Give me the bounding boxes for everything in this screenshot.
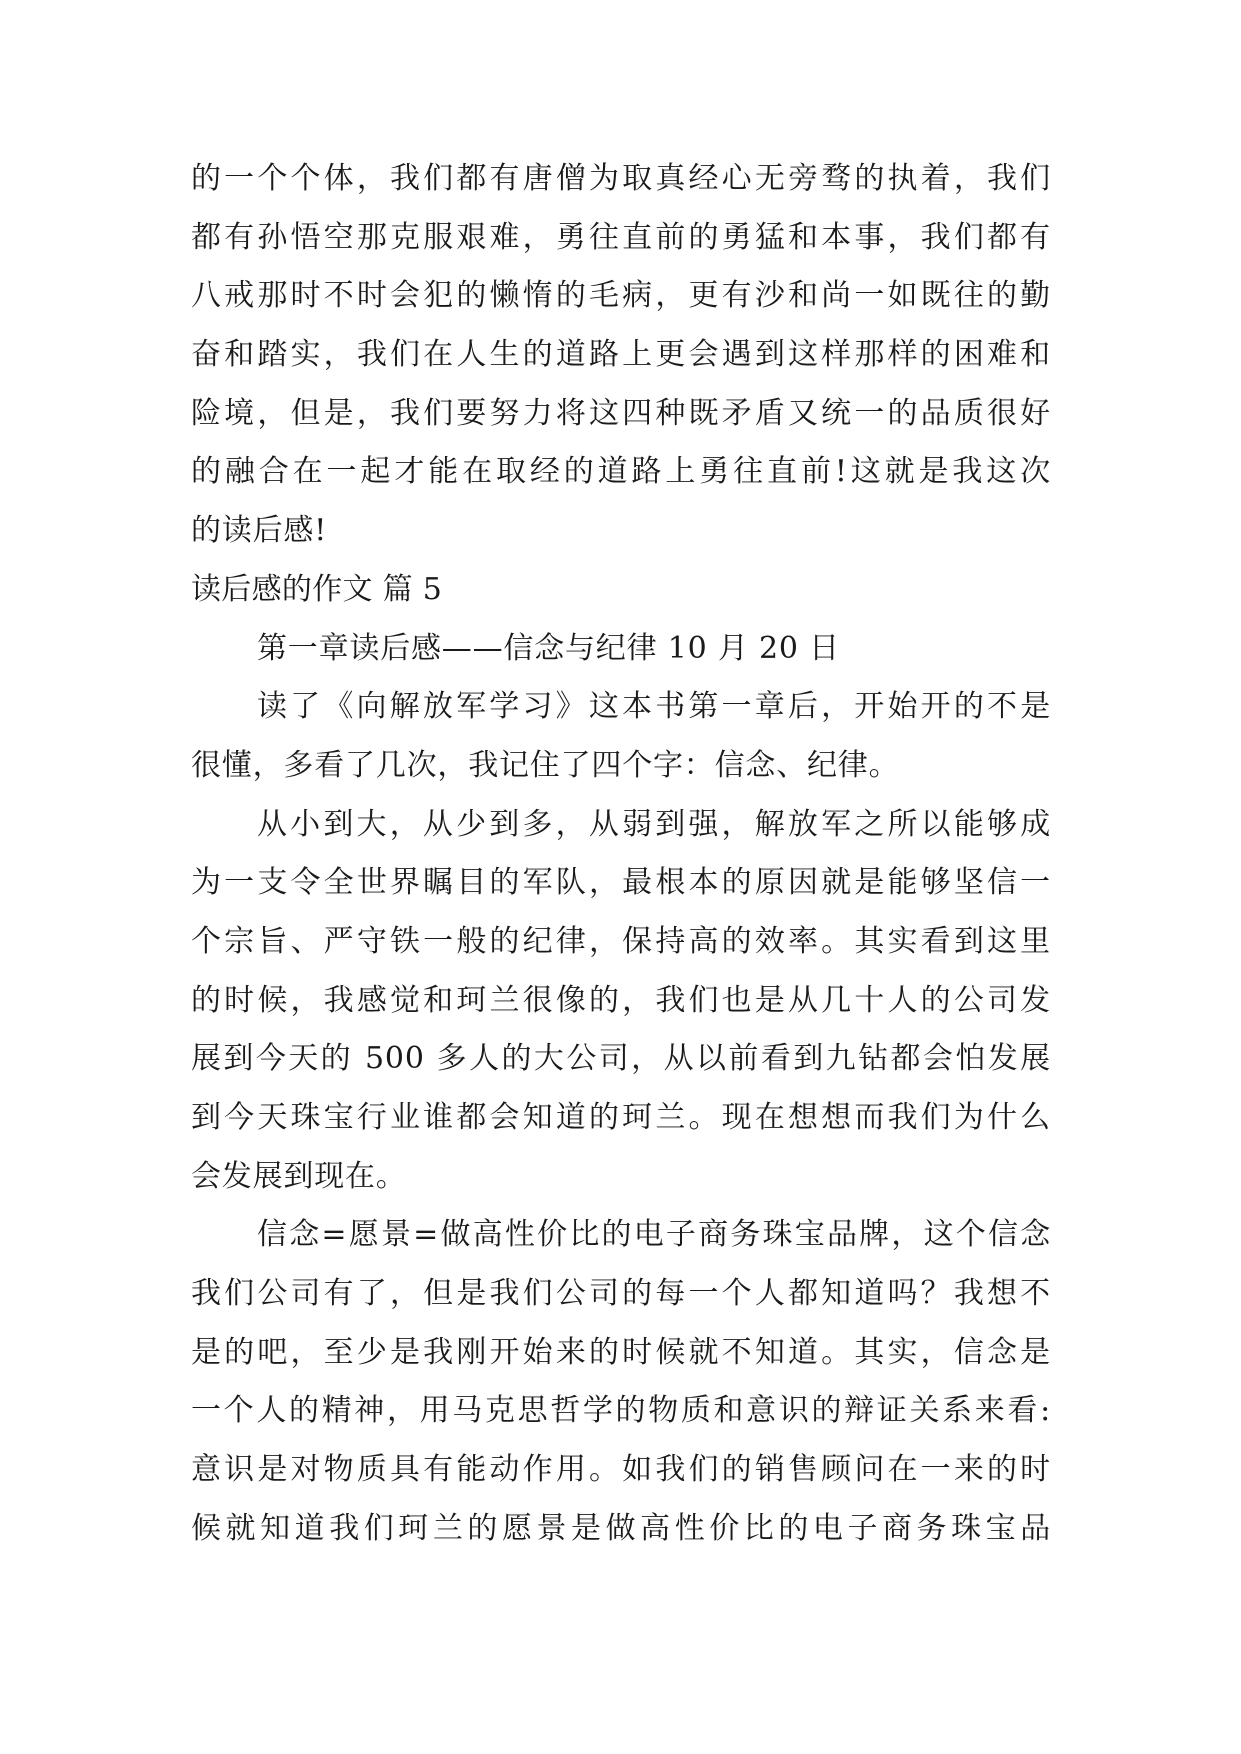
section-heading bbox=[191, 561, 1051, 620]
text-line: 一个人的精神，用马克思哲学的物质和意识的辩证关系来看: bbox=[191, 1393, 1051, 1429]
section-heading-text: 读后感的作文 篇 5 bbox=[191, 571, 443, 607]
text-line: 都有孙悟空那克服艰难，勇往直前的勇猛和本事，我们都有 bbox=[191, 219, 1051, 255]
text-line: 展到今天的 500 多人的大公司，从以前看到九钻都会怕发展 bbox=[191, 1041, 1051, 1077]
text-line: 八戒那时不时会犯的懒惰的毛病，更有沙和尚一如既往的勤 bbox=[191, 278, 1051, 314]
document-body bbox=[191, 150, 1051, 1559]
text-line: 候就知道我们珂兰的愿景是做高性价比的电子商务珠宝品 bbox=[191, 1510, 1051, 1546]
paragraph-belief bbox=[191, 1206, 1051, 1558]
text-line: 的读后感! bbox=[191, 513, 328, 549]
paragraph-army bbox=[191, 796, 1051, 1207]
chapter-subtitle bbox=[191, 620, 1051, 679]
text-line: 信念=愿景=做高性价比的电子商务珠宝品牌，这个信念 bbox=[257, 1217, 1051, 1253]
paragraph-reading-reflection-end bbox=[191, 150, 1051, 561]
text-line: 的时候，我感觉和珂兰很像的，我们也是从几十人的公司发 bbox=[191, 982, 1051, 1018]
text-line: 我们公司有了，但是我们公司的每一个人都知道吗？我想不 bbox=[191, 1276, 1051, 1312]
text-line: 很懂，多看了几次，我记住了四个字：信念、纪律。 bbox=[191, 747, 900, 783]
text-line: 从小到大，从少到多，从弱到强，解放军之所以能够成 bbox=[257, 806, 1051, 842]
chapter-subtitle-text: 第一章读后感——信念与纪律 10 月 20 日 bbox=[257, 630, 840, 666]
text-line: 险境，但是，我们要努力将这四种既矛盾又统一的品质很好 bbox=[191, 395, 1051, 431]
text-line: 读了《向解放军学习》这本书第一章后，开始开的不是 bbox=[257, 689, 1051, 725]
text-line: 的融合在一起才能在取经的道路上勇往直前!这就是我这次 bbox=[191, 454, 1051, 490]
text-line: 意识是对物质具有能动作用。如我们的销售顾问在一来的时 bbox=[191, 1452, 1051, 1488]
text-line: 会发展到现在。 bbox=[191, 1158, 407, 1194]
text-line: 为一支令全世界瞩目的军队，最根本的原因就是能够坚信一 bbox=[191, 865, 1051, 901]
text-line: 奋和踏实，我们在人生的道路上更会遇到这样那样的困难和 bbox=[191, 337, 1051, 373]
text-line: 是的吧，至少是我刚开始来的时候就不知道。其实，信念是 bbox=[191, 1334, 1051, 1370]
text-line: 个宗旨、严守铁一般的纪律，保持高的效率。其实看到这里 bbox=[191, 923, 1051, 959]
paragraph-intro bbox=[191, 678, 1051, 795]
text-line: 的一个个体，我们都有唐僧为取真经心无旁骛的执着，我们 bbox=[191, 161, 1051, 196]
text-line: 到今天珠宝行业谁都会知道的珂兰。现在想想而我们为什么 bbox=[191, 1100, 1051, 1135]
